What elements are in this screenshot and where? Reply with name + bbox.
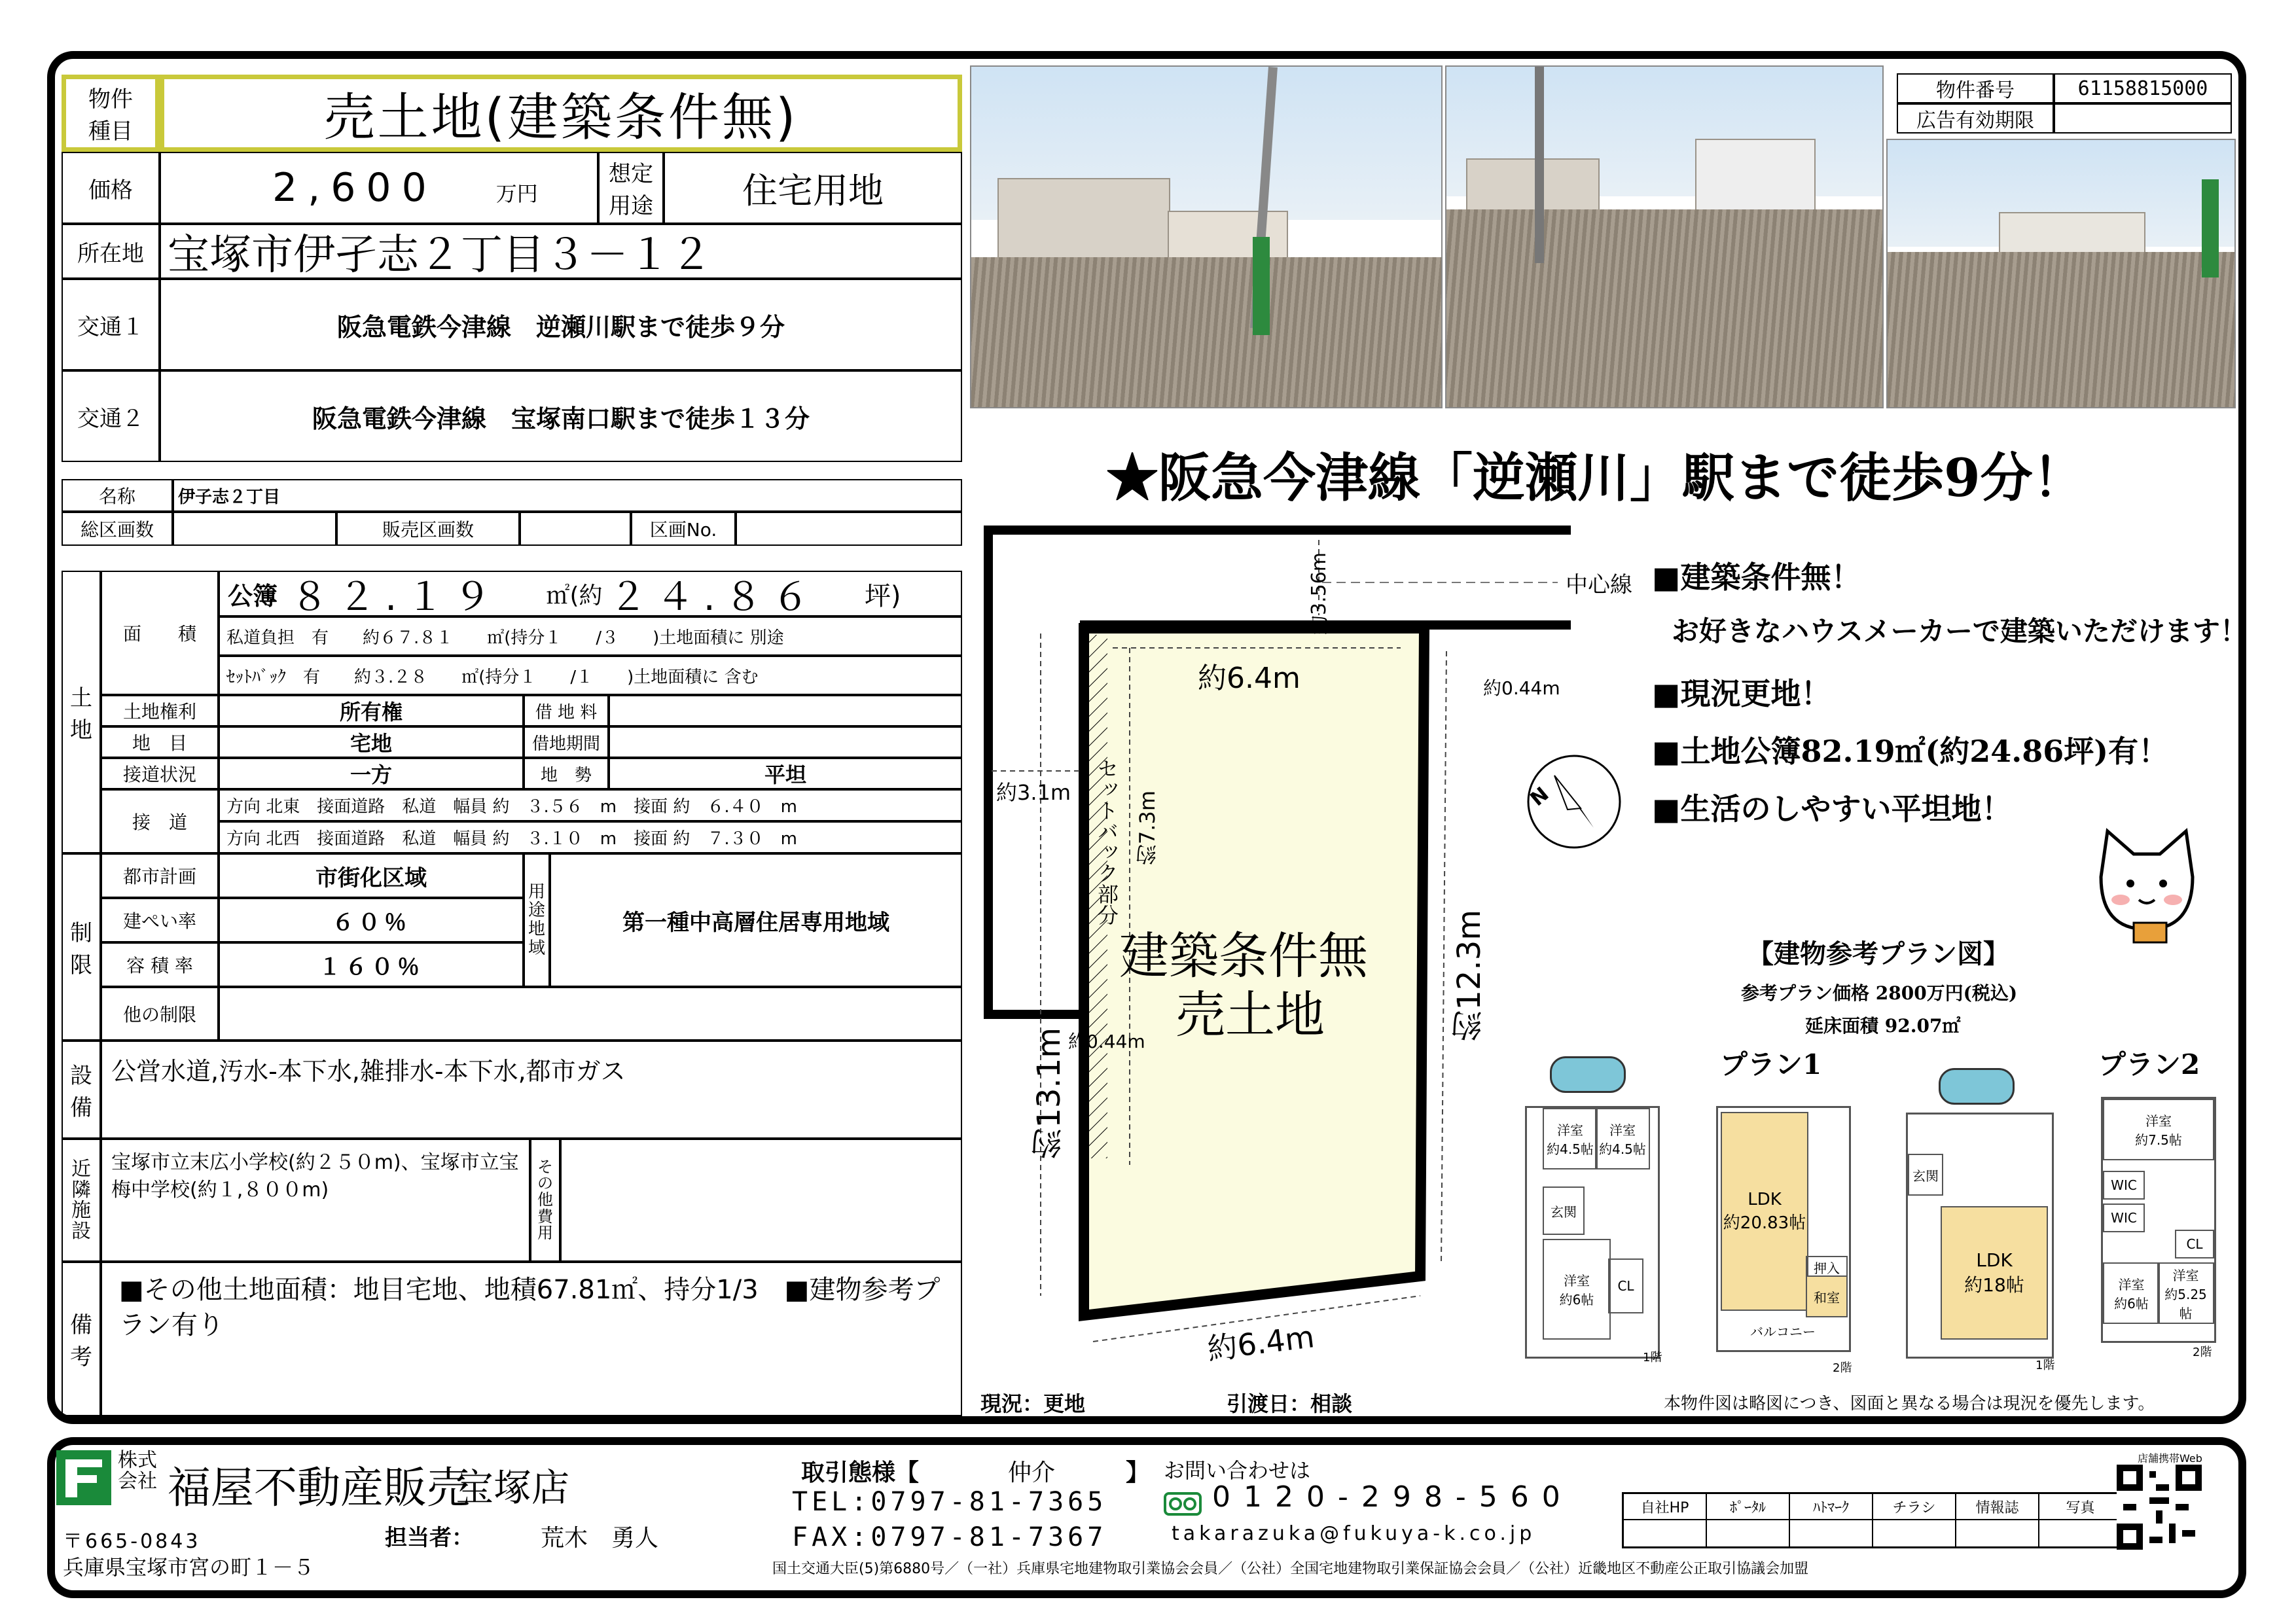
media-photo: 写真 [2066,1499,2095,1516]
site-photo-1 [970,65,1443,408]
other-cost-label: そ の 他 費 用 [530,1139,560,1262]
remarks-label: 備 考 [62,1262,101,1416]
subdivision-name: 伊子志２丁目 [173,479,962,512]
bullet-2: ■現況更地！ [1652,676,1831,711]
far-label: 容 積 率 [101,942,219,987]
total-depth-label: 約13.1m [1031,1027,1067,1160]
property-kind-label: 物件 種目 [62,75,160,152]
total-lots-value [173,512,336,546]
deal-type: 仲介 [1008,1459,1056,1486]
bullet-1-sub: お好きなハウスメーカーで建築いただけます！ [1672,615,2248,647]
company-zip: 〒665-0843 [63,1530,201,1553]
property-id-label: 物件番号 [1897,73,2054,103]
terrain-value: 平坦 [609,758,962,789]
plan2-room-5: 洋室 約6帖 [2103,1262,2160,1324]
contact-email[interactable]: takarazuka@fukuya-k.co.jp [1172,1522,1536,1545]
plan2-floor2-label: 2階 [2193,1346,2212,1359]
other-cost-value [560,1139,962,1262]
use-label: 想定 用途 [598,152,664,224]
restrictions-section-label: 制 限 [62,853,101,1041]
license-text: 国土交通大臣(5)第6880号／（一社）兵庫県宅地建物取引業協会会員／（公社）全国宅地建物取引業保証協会会員／（公社）近畿地区不動産公正取引協議会加盟 [772,1561,1809,1577]
center-line-label: 中心線 [1566,572,1632,598]
site-photo-2 [1445,65,1884,408]
lease-term-label: 借地期間 [524,726,609,758]
bullet-3: ■土地公簿82.19㎡(約24.86坪)有！ [1652,734,2169,769]
road-width-top-label: 約3.56m [1308,552,1331,635]
lot-no-label: 区画No. [631,512,736,546]
plan2-room-7: LDK 約18帖 [1941,1206,2048,1340]
current-status: 現況：更地 [980,1391,1086,1416]
media-magazine: 情報誌 [1956,1494,2039,1519]
plan1-room-3: 玄関 [1543,1186,1585,1235]
plan1-room-7: 押入 [1806,1256,1848,1278]
plan2-floor2 [2101,1097,2216,1343]
plan2-room-3: WIC [2103,1204,2145,1232]
transit1-value: 阪急電鉄今津線 逆瀬川駅まで徒歩９分 [160,279,962,370]
disclaimer-note: 本物件図は略図につき、図面と異なる場合は現況を優先します。 [1664,1394,2155,1414]
transit1-label: 交通１ [62,279,160,370]
rights-value: 所有権 [219,695,524,726]
private-road-row: 私道負担 有 約６７.８１ ㎡(持分１ /３ )土地面積に 別途 [219,616,962,656]
plan1-floor2-label: 2階 [1833,1361,1852,1375]
plan1-room-6: LDK 約20.83帖 [1721,1112,1808,1311]
area-label: 面 積 [101,571,219,695]
lot-title-2: 売土地 [1175,986,1325,1044]
width-bottom-label: 約6.4m [1205,1319,1317,1367]
qr-code-icon[interactable] [2117,1465,2202,1550]
plan2-room-1: 洋室 約7.5帖 [2103,1099,2214,1160]
plan1-room-5: CL [1608,1258,1643,1313]
bullet-1: ■建築条件無！ [1652,560,1861,595]
sqm-unit: ㎡(約 [546,582,603,609]
sale-lots-value [520,512,631,546]
access-value: 一方 [219,758,524,789]
road-label: 接 道 [101,789,219,853]
access-label: 接道状況 [101,758,219,789]
company-address: 兵庫県宝塚市宮の町１－５ [63,1555,315,1580]
remarks-value: ■その他土地面積：地目宅地、地積67.81㎡、持分1/3 ■建物参考プラン有り [101,1262,962,1416]
tsubo-unit: 坪) [864,580,901,611]
lease-term-value [609,726,962,758]
plan1-floor2 [1716,1106,1851,1352]
use-value: 住宅用地 [664,152,962,224]
public-sqm: ８２.１９ [291,575,501,619]
bcr-label: 建ぺい率 [101,898,219,942]
price-unit: 万円 [495,181,538,206]
lease-fee-value [609,695,962,726]
media-portal: ﾎﾟｰﾀﾙ [1707,1494,1790,1519]
media-hatomark: ﾊﾄﾏｰｸ [1790,1494,1873,1519]
branch-name: 宝塚店 [456,1465,570,1510]
tsubo-value: ２４.８６ [609,575,819,619]
media-own-hp: 自社HP [1624,1494,1707,1519]
north-label: N [1526,783,1554,811]
address-value: 宝塚市伊孑志２丁目３－１２ [160,224,962,279]
plan2-room-4: CL [2175,1230,2214,1258]
city-plan-value: 市街化区域 [219,853,524,898]
gap-right-label: 約0.44m [1483,677,1560,699]
site-photo-3 [1886,139,2236,408]
plan2-room-6: 洋室 約5.25帖 [2157,1262,2214,1324]
land-section-label: 土 地 [62,571,101,853]
transit2-value: 阪急電鉄今津線 宝塚南口駅まで徒歩１３分 [160,370,962,462]
valid-label: 広告有効期限 [1897,103,2054,134]
other-restrictions-value [219,987,962,1041]
property-id-value: 61158815000 [2054,73,2232,103]
setback-label: セットバック部分 [1094,758,1119,925]
public-label: 公簿 [228,581,278,611]
sale-lots-label: 販売区画数 [336,512,520,546]
plan1-title: プラン1 [1720,1048,1822,1080]
setback-row: ｾｯﾄﾊﾞｯｸ 有 約３.２８ ㎡(持分１ /１ )土地面積に 含む [219,656,962,695]
handover-status: 引渡日：相談 [1227,1391,1353,1416]
city-plan-label: 都市計画 [101,853,219,898]
facilities-label: 設 備 [62,1041,101,1139]
category-label: 地 目 [101,726,219,758]
lot-title-1: 建築条件無 [1119,927,1368,985]
area-row [219,571,962,619]
nearby-value: 宝塚市立末広小学校(約２５０m)、宝塚市立宝梅中学校(約１,８００m) [101,1139,530,1262]
plan1-floor1-label: 1階 [1643,1351,1662,1364]
bullet-4: ■生活のしやすい平坦地！ [1652,791,2012,827]
plans-title: 【建物参考プラン図】 [1748,938,2009,969]
price-label: 価格 [62,152,160,224]
plan2-car [1939,1068,2015,1105]
inquiry-label: お問い合わせは [1164,1458,1311,1483]
rights-label: 土地権利 [101,695,219,726]
property-kind: 売土地(建築条件無) [160,75,962,152]
company-logo [56,1450,111,1505]
transit2-label: 交通２ [62,370,160,462]
qr-label: 店舗携帯Web [2138,1452,2202,1465]
road2-row: 方向 北西 接面道路 私道 幅員 約 ３.１０ m 接面 約 ７.３０ m [219,821,962,853]
road-width-left-label: 約3.1m [996,780,1071,805]
staff-name: 荒木 勇人 [541,1525,659,1552]
plan2-room-2: WIC [2103,1171,2145,1200]
fax-number: FAX:0797-81-7367 [792,1522,1107,1552]
price-value: 2,600 [272,165,437,211]
lot-no-value [736,512,962,546]
far-value: １６０％ [219,942,524,987]
plan1-room-1: 洋室 約4.5帖 [1543,1108,1598,1169]
zone-value: 第一種中高層住居専用地域 [550,853,962,987]
left-depth-label: 約7.3m [1135,791,1160,866]
address-label: 所在地 [62,224,160,279]
deal-label: 取引態様【 [801,1459,920,1486]
plans-floor-area: 延床面積 92.07㎡ [1805,1015,1961,1037]
staff-label: 担当者： [385,1525,474,1551]
plan1-car [1550,1056,1626,1093]
road1-row: 方向 北東 接面道路 私道 幅員 約 ３.５６ m 接面 約 ６.４０ m [219,789,962,821]
total-lots-label: 総区画数 [62,512,173,546]
deal-close: 】 [1126,1459,1150,1486]
nearby-label: 近 隣 施 設 [62,1139,101,1262]
plan1-room-2: 洋室 約4.5帖 [1595,1108,1650,1169]
company-name: 福屋不動産販売 [168,1463,470,1513]
terrain-label: 地 勢 [524,758,609,789]
headline: ★阪急今津線「逆瀬川」駅まで徒歩9分！ [1106,447,2085,508]
zone-label: 用 途 地 域 [524,853,550,987]
right-depth-label: 約12.3m [1451,910,1488,1042]
plan1-room-4: 洋室 約6帖 [1543,1239,1611,1340]
facilities-value: 公営水道,汚水-本下水,雑排水-本下水,都市ガス [101,1041,962,1139]
gap-left-label: 約0.44m [1068,1031,1145,1052]
tel-number[interactable]: TEL:0797-81-7365 [792,1487,1107,1517]
valid-value [2054,103,2232,134]
other-restrictions-label: 他の制限 [101,987,219,1041]
media-table [1622,1492,2123,1548]
plan1-room-8: 和室 [1806,1275,1848,1317]
plan1-balcony: バルコニー [1750,1323,1816,1340]
category-value: 宅地 [219,726,524,758]
free-dial-number[interactable]: 0120-298-560 [1212,1480,1573,1514]
plan2-floor1-label: 1階 [2036,1359,2055,1372]
subdivision-name-label: 名称 [62,479,173,512]
plan2-title: プラン2 [2098,1048,2200,1080]
price-cell [160,152,598,224]
width-top-label: 約6.4m [1198,662,1300,695]
free-dial-icon [1164,1492,1202,1516]
plans-price: 参考プラン価格 2800万円(税込) [1741,982,2018,1004]
plan2-floor1 [1906,1113,2054,1359]
media-flyer: チラシ [1873,1494,1956,1519]
cat-mascot [2081,818,2212,949]
lease-fee-label: 借 地 料 [524,695,609,726]
bcr-value: ６０％ [219,898,524,942]
plan1-floor1 [1525,1106,1660,1359]
plan2-room-8: 玄関 [1908,1154,1943,1196]
company-kabushiki: 株式 会社 [118,1449,157,1493]
